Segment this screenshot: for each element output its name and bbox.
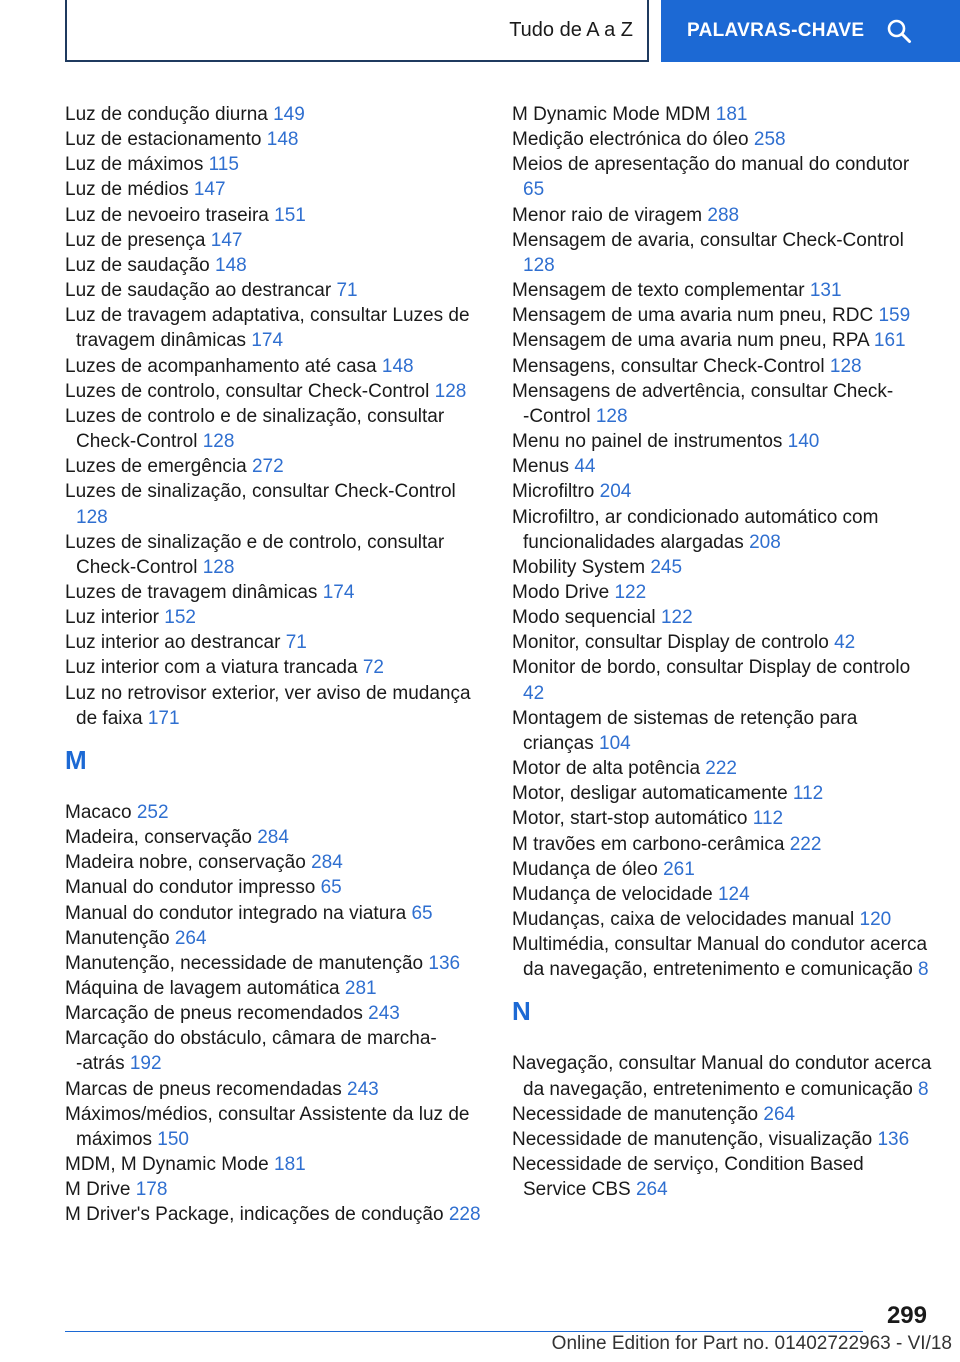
index-entry-term: MDM, M Dynamic Mode: [65, 1154, 269, 1176]
index-entry: [65, 1077, 485, 1102]
index-entry: [65, 530, 485, 580]
index-entry-page-link[interactable]: 122: [614, 581, 647, 603]
index-entry-term: Multimédia, consultar Manual do condutor acerca da navegação, entretenimento e comunicação: [512, 934, 928, 981]
index-entry: [65, 152, 485, 177]
index-entry-term: Mensagem de uma avaria num pneu, RDC: [512, 305, 874, 327]
index-entry-page-link[interactable]: 124: [717, 883, 750, 905]
index-entry-page-link[interactable]: 222: [705, 758, 737, 780]
index-entry: [65, 875, 485, 900]
index-entry-term: Mudança de óleo: [512, 858, 658, 880]
index-entry: [65, 354, 485, 379]
index-entry-term: Microfiltro: [512, 481, 595, 503]
index-entry: [65, 404, 485, 454]
index-entry-page-link[interactable]: 120: [859, 909, 892, 930]
index-entry: [512, 706, 932, 756]
index-entry: [512, 630, 932, 655]
index-entry-page-link[interactable]: 149: [273, 104, 305, 125]
index-entry-term: Luz de máximos: [65, 154, 204, 176]
index-entry: [512, 379, 932, 429]
index-entry-page-link[interactable]: 112: [792, 783, 824, 805]
index-entry-page-link[interactable]: 128: [829, 355, 862, 377]
index-entry-term: Luzes de travagem dinâmicas: [65, 581, 318, 603]
index-entry-page-link[interactable]: 122: [660, 607, 693, 629]
index-entry-page-link[interactable]: 171: [147, 707, 180, 729]
index-entry-page-link[interactable]: 284: [311, 852, 343, 874]
index-entry: [512, 303, 932, 328]
index-entry-term: Luz no retrovisor exterior, ver aviso de mudança de faixa: [65, 682, 471, 729]
index-entry: [512, 756, 932, 781]
index-entry-page-link[interactable]: 44: [574, 456, 596, 478]
index-entry-page-link[interactable]: 128: [76, 506, 108, 528]
index-entry: [512, 555, 932, 580]
index-entry-term: Necessidade de manutenção, visualização: [512, 1128, 873, 1150]
index-entry-term: M Driver's Package, indicações de condução: [65, 1204, 444, 1226]
index-entry: [65, 253, 485, 278]
page-number: 299: [886, 1302, 927, 1329]
index-entry: [65, 1202, 485, 1227]
index-entry: [65, 303, 485, 353]
index-entry-term: Luz de médios: [65, 179, 189, 201]
index-entry: [65, 850, 485, 875]
index-entry: [65, 655, 485, 680]
index-entry: [65, 976, 485, 1001]
index-entry-term: Medição electrónica do óleo: [512, 129, 749, 151]
index-entry-page-link[interactable]: 65: [320, 877, 342, 899]
index-entry-page-link[interactable]: 148: [381, 355, 414, 377]
index-entry-term: Macaco: [65, 801, 132, 823]
index-entry: [512, 1127, 932, 1152]
index-entry-page-link[interactable]: 71: [285, 632, 307, 654]
index-entry-term: Mudanças, caixa de velocidades manual: [512, 909, 855, 930]
index-entry: [512, 932, 932, 982]
index-entry-page-link[interactable]: 243: [368, 1003, 400, 1025]
index-entry-page-link[interactable]: 281: [344, 978, 377, 999]
index-entry-term: Motor, desligar automaticamente: [512, 783, 788, 805]
index-entry-term: Mudança de velocidade: [512, 883, 713, 905]
index-entry: [512, 203, 932, 228]
index-entry-term: Menor raio de viragem: [512, 204, 703, 226]
index-entry-term: Luzes de emergência: [65, 456, 247, 478]
index-entry-term: Manutenção: [65, 927, 170, 949]
footer-edition: [0, 1333, 960, 1355]
index-entry-term: Mobility System: [512, 556, 646, 578]
index-entry-term: Mensagem de uma avaria num pneu, RPA: [512, 330, 869, 352]
index-entry: [512, 505, 932, 555]
index-entry-term: Menu no painel de instrumentos: [512, 431, 783, 453]
index-entry-page-link[interactable]: 192: [129, 1053, 162, 1075]
index-entry: [65, 825, 485, 850]
index-entry-term: Mensagem de avaria, consultar Check-Control: [512, 229, 904, 251]
index-column-right: [512, 102, 932, 1202]
index-entry-page-link[interactable]: 181: [274, 1154, 306, 1176]
index-entry: [512, 781, 932, 806]
index-entry-page-link[interactable]: 288: [707, 204, 740, 226]
index-entry-term: Manual do condutor integrado na viatura: [65, 902, 407, 924]
index-entry: [512, 857, 932, 882]
index-entry-term: Luzes de controlo e de sinalização, consultar Check-Control: [65, 405, 445, 453]
index-entry: [512, 328, 932, 353]
index-entry-term: Madeira, conservação: [65, 827, 252, 849]
index-entry-term: Máximos/médios, consultar Assistente da luz de máximos: [65, 1103, 470, 1150]
index-entry-page-link[interactable]: 148: [266, 129, 299, 151]
index-entry-term: Luz de travagem adaptativa, consultar Luzes de travagem dinâmicas: [65, 305, 470, 352]
index-entry-term: Luzes de sinalização e de controlo, consultar Check-Control: [65, 531, 445, 578]
index-entry: [65, 454, 485, 479]
index-entry-term: Luz interior: [65, 607, 159, 629]
index-entry-page-link[interactable]: 147: [210, 229, 243, 251]
index-entry-page-link[interactable]: 208: [749, 531, 781, 553]
index-entry-term: Luzes de controlo, consultar Check-Control: [65, 380, 430, 402]
index-entry-term: Luz de saudação ao destrancar: [65, 280, 332, 302]
index-entry: [65, 177, 485, 202]
index-entry-term: Mensagens, consultar Check-Control: [512, 355, 825, 377]
index-entry: [65, 228, 485, 253]
index-entry-page-link[interactable]: 112: [752, 808, 784, 830]
index-entry-term: Manutenção, necessidade de manutenção: [65, 952, 424, 974]
index-entry: [65, 1026, 485, 1076]
index-entry-page-link[interactable]: 104: [599, 732, 631, 754]
search-icon[interactable]: [886, 18, 912, 44]
index-entry-term: Monitor, consultar Display de controlo: [512, 632, 829, 654]
index-entry-term: Luz de estacionamento: [65, 129, 262, 151]
section-letter-n: N: [512, 996, 531, 1027]
index-entry-page-link[interactable]: 178: [135, 1179, 168, 1201]
index-entry-page-link[interactable]: 181: [715, 104, 748, 125]
index-entry-term: Luz interior ao destrancar: [65, 632, 281, 654]
index-entry-term: M Drive: [65, 1179, 131, 1201]
index-entry: [65, 1001, 485, 1026]
index-entry-term: Mensagens de advertência, consultar Check-‑Control: [512, 380, 894, 427]
index-entry-page-link[interactable]: 152: [164, 607, 196, 629]
index-entry-page-link[interactable]: 174: [251, 330, 284, 352]
index-entry-page-link[interactable]: 161: [873, 330, 906, 352]
index-entry-page-link[interactable]: 131: [809, 280, 842, 302]
index-entry-term: Microfiltro, ar condicionado automático com funcionalidades alargadas: [512, 506, 879, 553]
index-entry: [65, 127, 485, 152]
index-entry-term: Manual do condutor impresso: [65, 877, 316, 899]
header: [65, 0, 960, 64]
index-entry: [65, 926, 485, 951]
index-entry: [512, 152, 932, 202]
index-entry: [65, 278, 485, 303]
index-entry-term: Luzes de acompanhamento até casa: [65, 355, 377, 377]
index-entry-term: Marcação de pneus recomendados: [65, 1003, 363, 1025]
index-entry-page-link[interactable]: 264: [763, 1103, 796, 1125]
index-entry-page-link[interactable]: 115: [208, 154, 239, 176]
index-entry-page-link[interactable]: 8: [918, 959, 929, 981]
index-entry-term: Modo Drive: [512, 581, 610, 603]
index-entry-page-link[interactable]: 136: [428, 952, 461, 974]
index-entry: [512, 429, 932, 454]
index-entry: [512, 479, 932, 504]
index-entry-page-link[interactable]: 147: [193, 179, 226, 201]
index-entry-term: Luzes de sinalização, consultar Check-Control: [65, 481, 456, 503]
index-entry-term: Máquina de lavagem automática: [65, 978, 340, 999]
index-entry-page-link[interactable]: 65: [411, 902, 433, 924]
index-entry: [512, 278, 932, 303]
index-entry-page-link[interactable]: 204: [599, 481, 632, 503]
index-entry: [65, 630, 485, 655]
index-entry-page-link[interactable]: 136: [877, 1128, 910, 1150]
index-entry: [65, 479, 485, 529]
index-entry: [512, 1051, 932, 1101]
index-entry-term: Modo sequencial: [512, 607, 656, 629]
index-entry: [65, 1177, 485, 1202]
index-entry-page-link[interactable]: 243: [347, 1078, 379, 1100]
index-entry: [65, 800, 485, 825]
index-entry: [512, 1152, 932, 1202]
index-entry-page-link[interactable]: 42: [834, 632, 856, 654]
index-entry: [512, 1102, 932, 1127]
index-entry-term: Motor, start-stop automático: [512, 808, 748, 830]
index-entry-page-link[interactable]: 222: [789, 833, 822, 855]
index-entry-page-link[interactable]: 159: [878, 305, 911, 327]
index-entry: [512, 832, 932, 857]
index-entry: [512, 354, 932, 379]
index-entry-page-link[interactable]: 228: [448, 1204, 481, 1226]
index-entry-page-link[interactable]: 151: [274, 204, 306, 226]
tab-keywords-label: PALAVRAS-CHAVE: [687, 20, 865, 41]
index-entry-term: Motor de alta potência: [512, 758, 701, 780]
section-letter-m: M: [65, 744, 87, 775]
index-entry-term: Marcação do obstáculo, câmara de marcha-‑atrás: [65, 1028, 437, 1075]
index-entry-term: Madeira nobre, conservação: [65, 852, 306, 874]
index-entry-page-link[interactable]: 140: [787, 431, 820, 453]
index-entry: [512, 127, 932, 152]
index-entry-page-link[interactable]: 261: [663, 858, 695, 880]
index-entry-term: M Dynamic Mode MDM: [512, 104, 711, 125]
index-entry: [65, 901, 485, 926]
index-entry-page-link[interactable]: 148: [215, 254, 247, 276]
index-entry-term: Mensagem de texto complementar: [512, 280, 805, 302]
index-entry-page-link[interactable]: 128: [202, 556, 235, 578]
index-entry-page-link[interactable]: 284: [257, 827, 289, 849]
index-entry-term: Navegação, consultar Manual do condutor acerca da navegação, entretenimento e comunicação: [512, 1053, 932, 1100]
tab-keywords[interactable]: [661, 0, 960, 62]
index-entry: [65, 1102, 485, 1152]
index-entry-term: M travões em carbono-cerâmica: [512, 833, 785, 855]
index-entry-page-link[interactable]: 174: [322, 581, 355, 603]
index-entry-page-link[interactable]: 128: [434, 380, 467, 402]
index-entry-page-link[interactable]: 264: [174, 927, 207, 949]
index-entry: [512, 882, 932, 907]
index-column-left: [65, 102, 485, 1228]
index-entry: [512, 605, 932, 630]
index-entry: [512, 580, 932, 605]
index-entry-page-link[interactable]: 264: [635, 1179, 668, 1201]
index-entry-term: Monitor de bordo, consultar Display de controlo: [512, 657, 911, 679]
index-entry: [65, 681, 485, 731]
index-entry: [65, 1152, 485, 1177]
index-entry: [512, 907, 932, 932]
index-entry-page-link[interactable]: 245: [650, 556, 683, 578]
index-entry-page-link[interactable]: 72: [362, 657, 384, 679]
index-entry: [65, 203, 485, 228]
index-entry-page-link[interactable]: 128: [202, 431, 235, 453]
index-entry-page-link[interactable]: 150: [157, 1128, 189, 1150]
index-entry: [512, 806, 932, 831]
index-entry-page-link[interactable]: 128: [595, 405, 628, 427]
index-entry: [65, 605, 485, 630]
index-entry-page-link[interactable]: 128: [523, 254, 555, 276]
index-entry-term: Luz de presença: [65, 229, 206, 251]
index-entry-term: Luz interior com a viatura trancada: [65, 657, 358, 679]
index-entry-page-link[interactable]: 42: [523, 682, 545, 704]
index-entry-term: Luz de saudação: [65, 254, 210, 276]
index-entry: [512, 655, 932, 705]
index-entry-page-link[interactable]: 8: [918, 1078, 929, 1100]
index-entry: [65, 580, 485, 605]
index-entry-term: Luz de condução diurna: [65, 104, 268, 125]
index-entry: [512, 102, 932, 127]
index-entry-term: Necessidade de serviço, Condition Based Service CBS: [512, 1154, 864, 1201]
index-entry-term: Menus: [512, 456, 570, 478]
index-entry-page-link[interactable]: 252: [136, 801, 169, 823]
edition-text: Online Edition for Part no. 01402722963 - VI/18: [551, 1333, 952, 1354]
index-entry: [65, 102, 485, 127]
index-entry: [65, 951, 485, 976]
index-entry-term: Marcas de pneus recomendadas: [65, 1078, 342, 1100]
tab-a-to-z-label: Tudo de A a Z: [509, 18, 633, 41]
index-entry-page-link[interactable]: 71: [336, 280, 358, 302]
index-entry: [65, 379, 485, 404]
tab-a-to-z[interactable]: [65, 0, 649, 62]
index-entry-page-link[interactable]: 258: [753, 129, 786, 151]
index-entry-page-link[interactable]: 65: [523, 179, 545, 201]
index-entry-term: Montagem de sistemas de retenção para crianças: [512, 707, 858, 754]
index-entry-term: Luz de nevoeiro traseira: [65, 204, 269, 226]
footer-divider: [65, 1331, 863, 1332]
index-entry: [512, 228, 932, 278]
index-entry-term: Necessidade de manutenção: [512, 1103, 759, 1125]
index-entry-term: Meios de apresentação do manual do condutor: [512, 154, 910, 176]
index-entry: [512, 454, 932, 479]
index-entry-page-link[interactable]: 272: [251, 456, 284, 478]
